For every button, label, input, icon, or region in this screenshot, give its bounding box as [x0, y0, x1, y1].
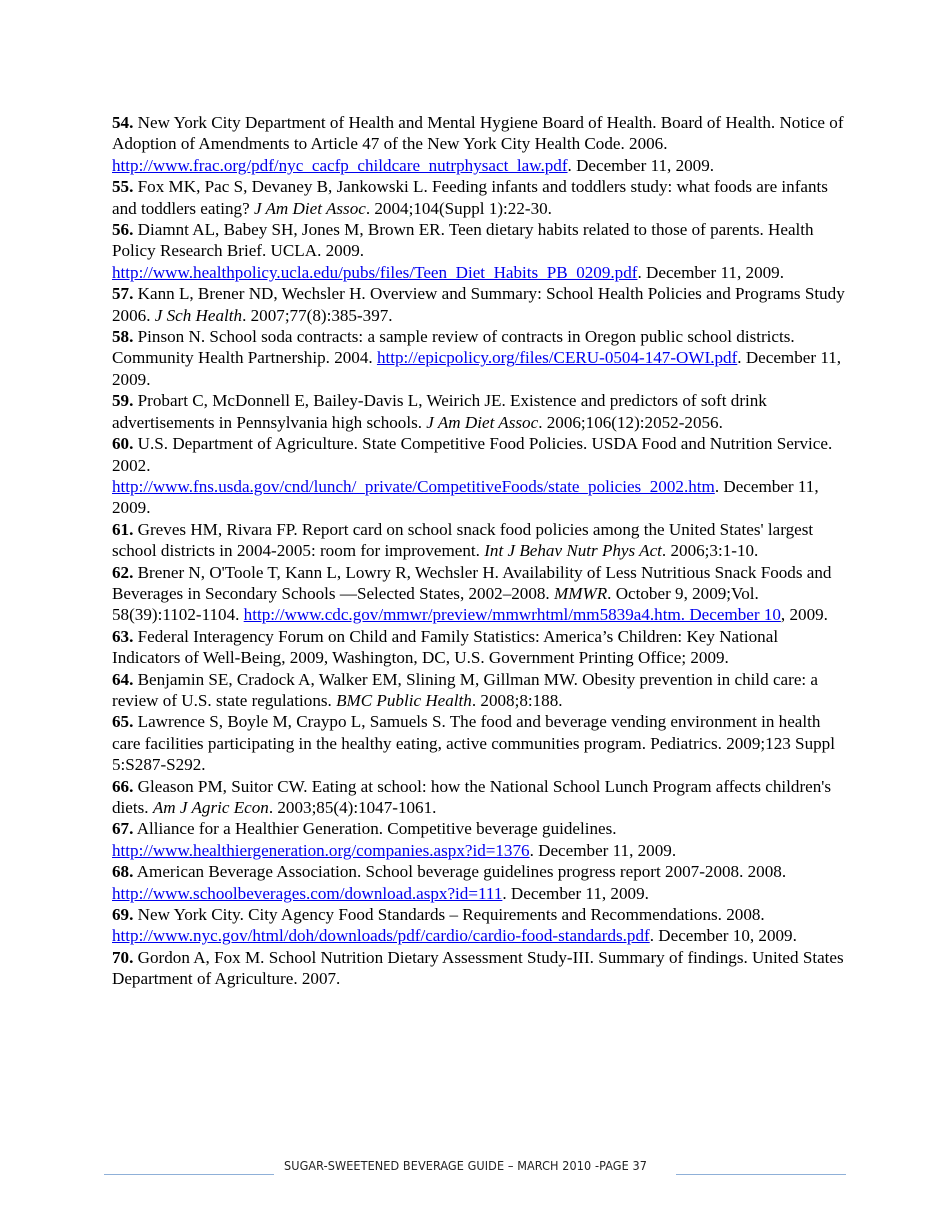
reference-text: Greves HM, Rivara FP. Report card on school snack food policies among the United States' largest school districts in 2004-2005: room for improvement.	[112, 519, 814, 561]
reference-text: Gordon A, Fox M. School Nutrition Dietary Assessment Study-III. Summary of findings. United States Department of Agriculture. 2007.	[112, 947, 844, 989]
reference-text: Probart C, McDonnell E, Bailey-Davis L, Weirich JE. Existence and predictors of soft drink advertisements in Pennsylvania high schools.	[112, 391, 767, 432]
footer-rule-left	[104, 1174, 274, 1175]
reference-link[interactable]: http://www.cdc.gov/mmwr/preview/mmwrhtml/mm5839a4.htm. December 10	[243, 605, 781, 625]
reference-text: New York City. City Agency Food Standards – Requirements and Recommendations. 2008.	[133, 905, 765, 925]
footer-rule-right	[676, 1174, 846, 1175]
reference-item	[112, 519, 847, 562]
reference-item	[112, 947, 847, 990]
reference-text: Fox MK, Pac S, Devaney B, Jankowski L. Feeding infants and toddlers study: what foods are infants and toddlers eating?	[112, 177, 828, 218]
reference-number: 62.	[112, 562, 134, 582]
reference-number: 69.	[112, 905, 134, 925]
reference-text: . December 11, 2009.	[567, 155, 715, 175]
reference-number: 59.	[112, 391, 134, 411]
reference-link[interactable]: http://epicpolicy.org/files/CERU-0504-147-OWI.pdf	[376, 348, 738, 368]
reference-link[interactable]: http://www.healthiergeneration.org/companies.aspx?id=1376	[112, 840, 530, 860]
reference-text: Gleason PM, Suitor CW. Eating at school: how the National School Lunch Program affects children's diets.	[112, 776, 832, 817]
reference-item	[112, 326, 847, 390]
reference-number: 63.	[112, 626, 134, 646]
reference-text: U.S. Department of Agriculture. State Competitive Food Policies. USDA Food and Nutrition Service. 2002.	[112, 434, 833, 475]
journal-title: J Sch Health	[154, 305, 243, 325]
reference-item	[112, 283, 847, 326]
reference-link[interactable]: http://www.schoolbeverages.com/download.aspx?id=111	[112, 883, 503, 903]
reference-text: Alliance for a Healthier Generation. Competitive beverage guidelines.	[133, 819, 617, 839]
reference-item	[112, 112, 847, 176]
reference-text: . 2007;77(8):385-397.	[242, 305, 393, 325]
reference-text: . December 10, 2009.	[649, 926, 797, 946]
reference-text: . December 11, 2009.	[112, 476, 819, 518]
reference-number: 64.	[112, 669, 134, 689]
journal-title: J Am Diet Assoc	[426, 412, 539, 432]
reference-text: . December 11, 2009.	[529, 840, 677, 860]
reference-text: . December 11, 2009.	[637, 262, 784, 282]
reference-text: Brener N, O'Toole T, Kann L, Lowry R, Wechsler H. Availability of Less Nutritious Snack Foods and Beverages in Secondary Schools —Selected States, 2002–2008.	[112, 562, 832, 603]
reference-text: Diamnt AL, Babey SH, Jones M, Brown ER. Teen dietary habits related to those of parents. Health Policy Research Brief. UCLA. 2009.	[112, 220, 814, 261]
reference-text: Kann L, Brener ND, Wechsler H. Overview and Summary: School Health Policies and Programs Study 2006.	[112, 284, 845, 325]
reference-number: 67.	[112, 819, 134, 839]
reference-number: 56.	[112, 220, 134, 240]
reference-item	[112, 818, 847, 861]
reference-list	[112, 112, 847, 990]
reference-number: 58.	[112, 327, 134, 347]
reference-item	[112, 562, 847, 626]
reference-item	[112, 711, 847, 775]
reference-text: . October 9, 2009;Vol. 58(39):1102-1104.	[112, 583, 759, 625]
reference-link[interactable]: http://www.frac.org/pdf/nyc_cacfp_childcare_nutrphysact_law.pdf	[112, 155, 568, 175]
reference-text: , 2009.	[780, 605, 828, 625]
reference-text: . 2004;104(Suppl 1):22-30.	[365, 198, 552, 218]
reference-text: American Beverage Association. School beverage guidelines progress report 2007-2008. 2008.	[133, 862, 787, 882]
reference-item	[112, 433, 847, 519]
reference-item	[112, 626, 847, 669]
page-footer	[0, 1158, 950, 1198]
journal-title: BMC Public Health	[336, 690, 472, 710]
reference-text: . December 11, 2009.	[112, 348, 842, 389]
journal-title: J Am Diet Assoc	[253, 198, 366, 218]
reference-link[interactable]: http://www.healthpolicy.ucla.edu/pubs/files/Teen_Diet_Habits_PB_0209.pdf	[112, 262, 638, 282]
journal-title: Int J Behav Nutr Phys Act	[484, 541, 662, 561]
reference-item	[112, 861, 847, 904]
reference-text: . December 11, 2009.	[502, 883, 649, 903]
reference-number: 55.	[112, 177, 134, 197]
reference-text: New York City Department of Health and Mental Hygiene Board of Health. Board of Health. Notice of Adoption of Amendments to Article 47 of the New York City Health Code. 2006.	[112, 113, 844, 154]
reference-text: Benjamin SE, Cradock A, Walker EM, Slining M, Gillman MW. Obesity prevention in child care: a review of U.S. state regulations.	[112, 669, 819, 710]
journal-title: Am J Agric Econ	[152, 798, 269, 817]
reference-item	[112, 176, 847, 219]
journal-title: MMWR	[553, 583, 608, 603]
reference-item	[112, 219, 847, 283]
reference-number: 65.	[112, 712, 134, 732]
reference-link[interactable]: http://www.fns.usda.gov/cnd/lunch/_private/CompetitiveFoods/state_policies_2002.htm	[112, 476, 715, 496]
reference-text: Pinson N. School soda contracts: a sample review of contracts in Oregon public school districts. Community Health Partnership. 2004.	[112, 327, 795, 368]
reference-link[interactable]: http://www.nyc.gov/html/doh/downloads/pdf/cardio/cardio-food-standards.pdf	[112, 926, 650, 946]
reference-number: 54.	[112, 113, 134, 132]
reference-item	[112, 904, 847, 947]
reference-text: Lawrence S, Boyle M, Craypo L, Samuels S. The food and beverage vending environment in health care facilities participating in the healthy eating, active communities program. Pediatrics. 2009;123 Suppl 5:S287-S292.	[112, 712, 835, 775]
footer-text: SUGAR-SWEETENED BEVERAGE GUIDE – MARCH 2010 -PAGE 37	[284, 1158, 647, 1173]
reference-number: 66.	[112, 776, 134, 796]
reference-item	[112, 669, 847, 712]
reference-text: Federal Interagency Forum on Child and Family Statistics: America’s Children: Key National Indicators of Well-Being, 2009, Washington, DC, U.S. Government Printing Office; 2009.	[112, 626, 779, 668]
reference-number: 70.	[112, 947, 134, 967]
reference-number: 60.	[112, 434, 134, 454]
reference-number: 61.	[112, 519, 134, 539]
reference-number: 57.	[112, 284, 134, 304]
reference-item	[112, 390, 847, 433]
reference-text: . 2006;106(12):2052-2056.	[538, 412, 723, 432]
reference-number: 68.	[112, 862, 134, 882]
reference-item	[112, 776, 847, 819]
reference-text: . 2008;8:188.	[471, 690, 563, 710]
reference-text: . 2003;85(4):1047-1061.	[268, 798, 437, 817]
reference-text: . 2006;3:1-10.	[661, 541, 759, 561]
